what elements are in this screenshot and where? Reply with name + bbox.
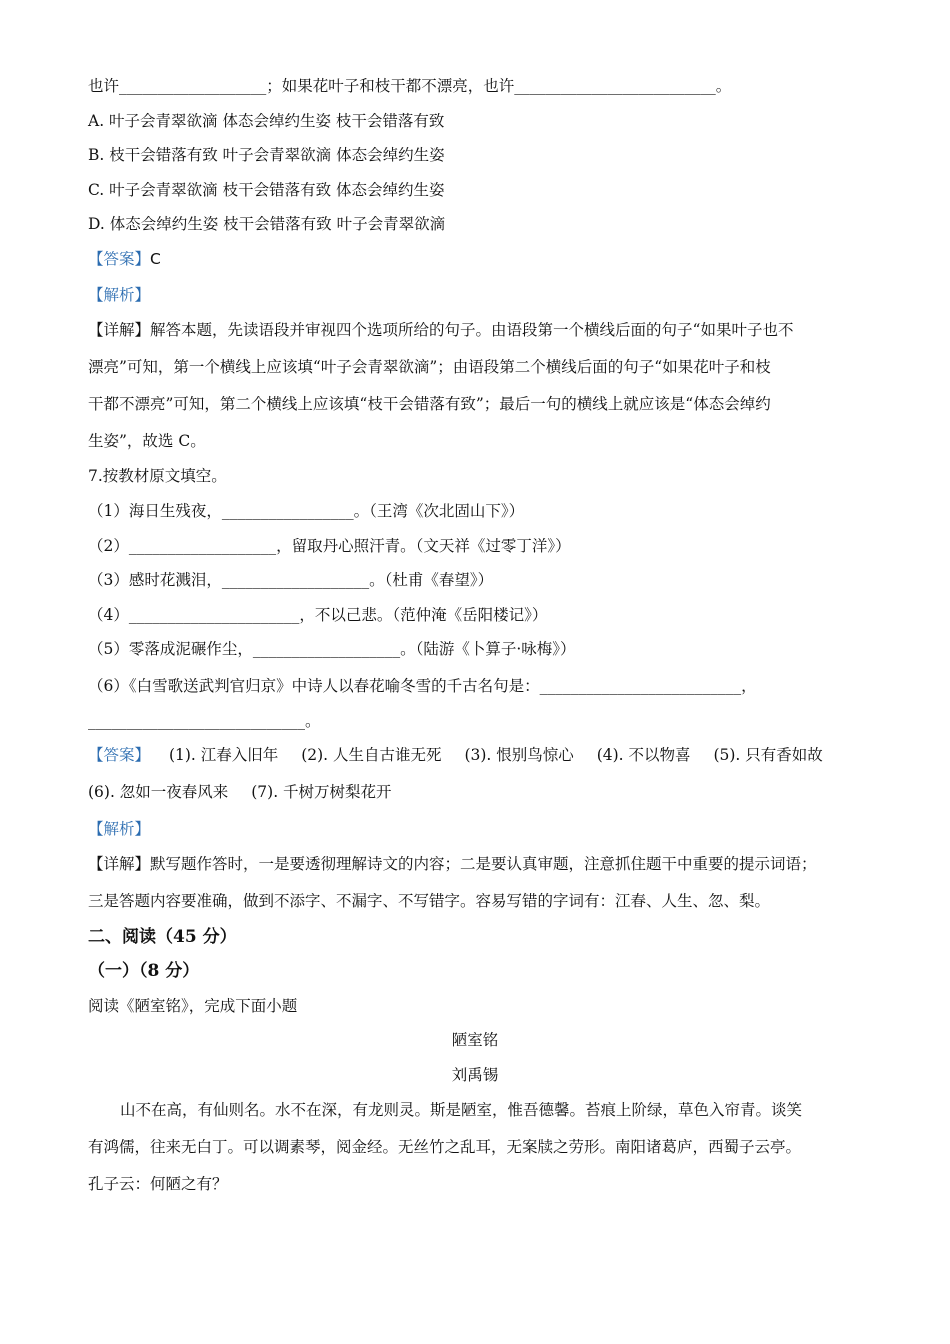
q7-detail-line-2: 三是答题内容要准确，做到不添字、不漏字、不写错字。容易写错的字词有：江春、人生、忽、梨。 [88, 892, 771, 910]
q7-answers-line-2 [88, 781, 392, 803]
subsection-title: （一）（8 分） [88, 961, 200, 981]
q7-analysis [88, 818, 150, 840]
q6-detail-line-2: 漂亮”可知，第一个横线上应该填“叶子会青翠欲滴”；由语段第二个横线后面的句子“如果花叶子和枝 [88, 358, 771, 376]
q6-analysis [88, 284, 150, 306]
q7-item-6: （6）《白雪歌送武判官归京》中诗人以春花喻冬雪的千古名句是：__________________________， [88, 677, 757, 695]
q7-item-5: （5）零落成泥碾作尘，___________________。（陆游《卜算子·咏梅》） [88, 640, 576, 658]
q6-detail-line-3: 干都不漂亮”可知，第二个横线上应该填“枝干会错落有致”；最后一句的横线上就应该是“体态会绰约 [88, 395, 771, 413]
reading-instruction: 阅读《陋室铭》，完成下面小题 [88, 997, 298, 1015]
passage-title: 陋室铭 [451, 1031, 499, 1049]
q7-detail-line-1 [88, 853, 817, 875]
answer-value: C [150, 250, 161, 268]
passage-line-3: 孔子云：何陋之有？ [88, 1175, 228, 1193]
section-title: 二、阅读（45 分） [88, 927, 237, 947]
answer-6: (6). 忽如一夜春风来 [88, 783, 229, 801]
q6-detail-line-4: 生姿”，故选 C。 [88, 432, 206, 450]
answer-tag: 【答案】 [88, 250, 151, 268]
answer-7: (7). 千树万树梨花开 [251, 783, 392, 801]
answer-1: (1). 江春入旧年 [168, 746, 279, 764]
detail-tag: 【详解】 [88, 321, 151, 339]
q6-answer [88, 248, 161, 270]
q7-item-4: （4）______________________，不以己悲。（范仲淹《岳阳楼记》） [88, 606, 548, 624]
q7-answers-line-1 [88, 744, 823, 766]
detail-tag: 【详解】 [88, 855, 151, 873]
passage-line-1: 山不在高，有仙则名。水不在深，有龙则灵。斯是陋室，惟吾德馨。苔痕上阶绿，草色入帘青。谈笑 [120, 1101, 803, 1119]
q6-detail-line-1 [88, 319, 793, 341]
answer-4: (4). 不以物喜 [596, 746, 691, 764]
q7-title: 7.按教材原文填空。 [88, 467, 227, 485]
passage-author: 刘禹锡 [451, 1066, 499, 1084]
q6-blank-line: 也许___________________；如果花叶子和枝干都不漂亮，也许__________________________。 [88, 77, 732, 95]
q6-option-d: D. 体态会绰约生姿 枝干会错落有致 叶子会青翠欲滴 [88, 215, 446, 233]
answer-3: (3). 恨别鸟惊心 [464, 746, 574, 764]
q6-option-a: A. 叶子会青翠欲滴 体态会绰约生姿 枝干会错落有致 [88, 112, 445, 130]
q7-item-1: （1）海日生残夜，_________________。（王湾《次北固山下》） [88, 502, 525, 520]
q7-item-3: （3）感时花溅泪，___________________。（杜甫《春望》） [88, 571, 494, 589]
detail-text: 解答本题，先读语段并审视四个选项所给的句子。由语段第一个横线后面的句子“如果叶子也不 [150, 321, 794, 339]
q6-option-c: C. 叶子会青翠欲滴 枝干会错落有致 体态会绰约生姿 [88, 181, 445, 199]
q7-item-6-cont: ____________________________。 [88, 712, 321, 730]
answer-tag: 【答案】 [88, 746, 151, 764]
analysis-tag: 【解析】 [88, 820, 151, 838]
q6-option-b: B. 枝干会错落有致 叶子会青翠欲滴 体态会绰约生姿 [88, 146, 445, 164]
passage-line-2: 有鸿儒，往来无白丁。可以调素琴，阅金经。无丝竹之乱耳，无案牍之劳形。南阳诸葛庐，西蜀子云亭。 [88, 1138, 802, 1156]
answer-2: (2). 人生自古谁无死 [301, 746, 442, 764]
detail-text: 默写题作答时，一是要透彻理解诗文的内容；二是要认真审题，注意抓住题干中重要的提示词语； [150, 855, 817, 873]
answer-5: (5). 只有香如故 [713, 746, 823, 764]
analysis-tag: 【解析】 [88, 286, 151, 304]
q7-item-2: （2）___________________，留取丹心照汗青。（文天祥《过零丁洋》） [88, 537, 571, 555]
